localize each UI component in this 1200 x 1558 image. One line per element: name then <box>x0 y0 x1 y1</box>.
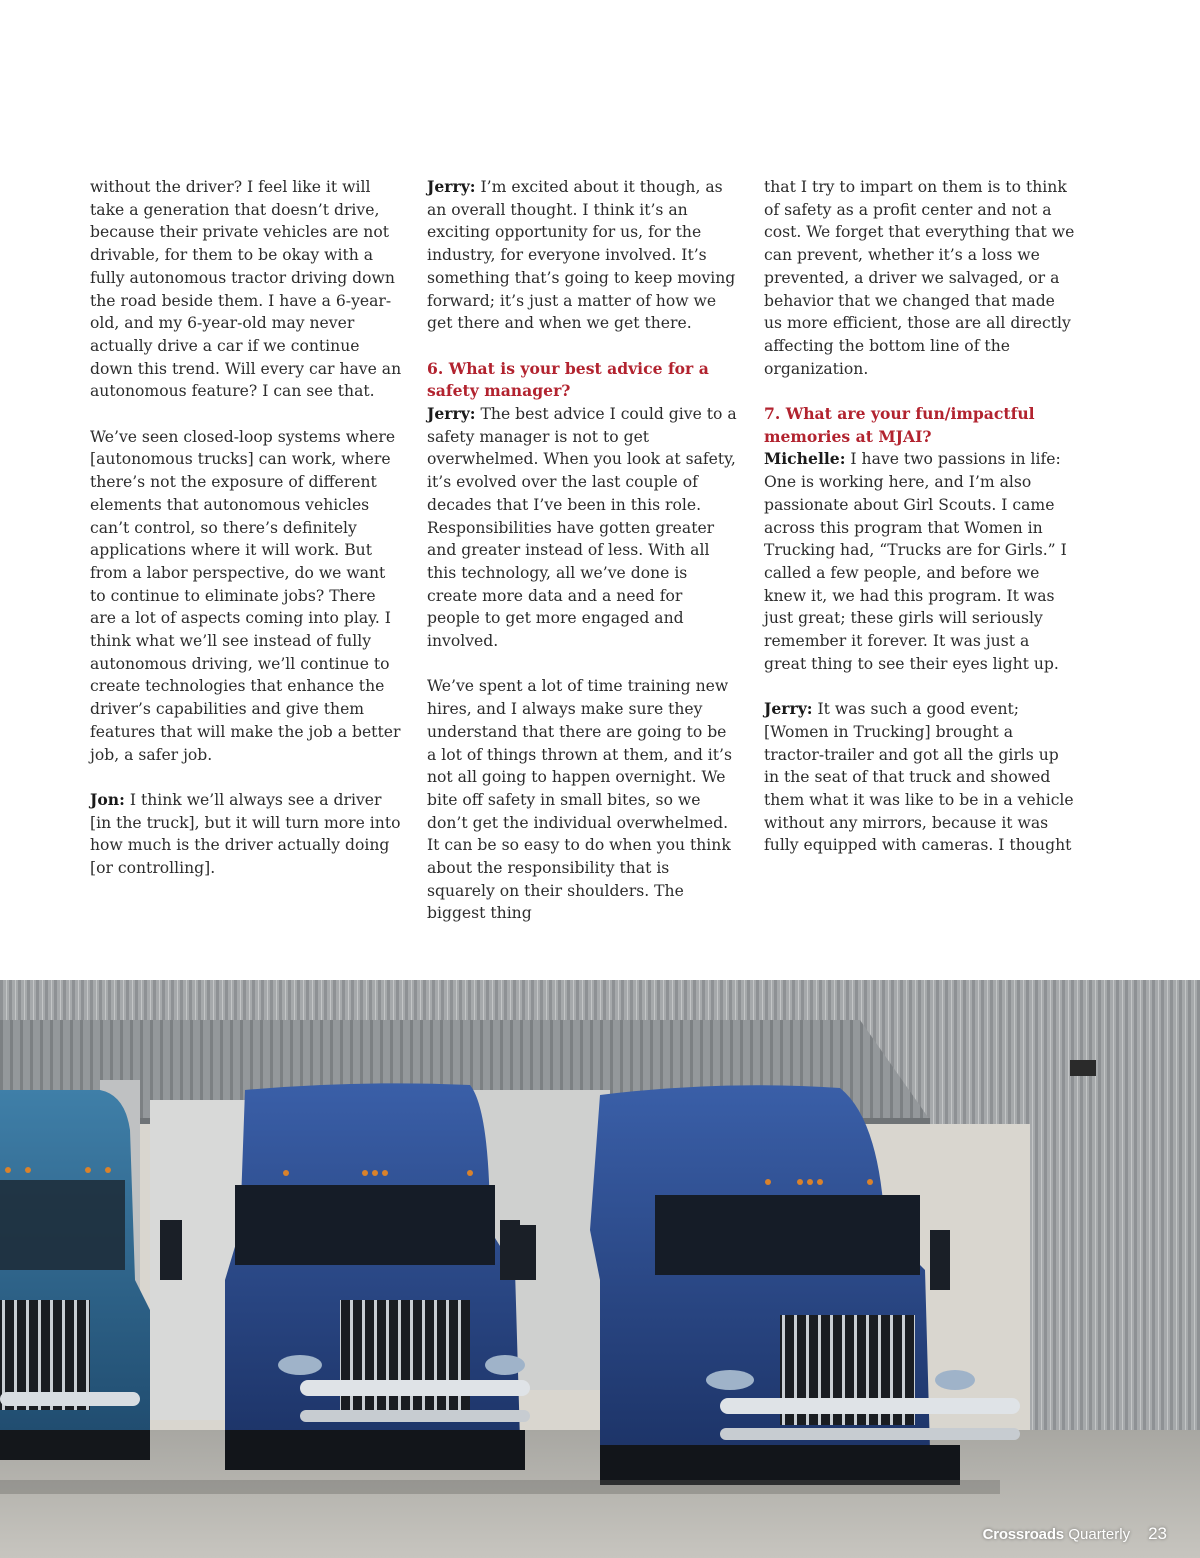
question-heading: 6. What is your best advice for a safety manager? <box>427 358 709 401</box>
body-paragraph <box>90 789 402 880</box>
body-paragraph <box>764 176 1076 380</box>
trucks-photo <box>0 980 1200 1558</box>
publication-name-light: Quarterly <box>1068 1526 1131 1543</box>
body-paragraph <box>427 176 739 335</box>
body-paragraph <box>764 448 1076 675</box>
text-column-2 <box>427 176 739 925</box>
speaker-name: Jerry: <box>764 699 813 719</box>
publication-name-bold: Crossroads <box>982 1526 1064 1543</box>
page-footer <box>983 1524 1167 1544</box>
publication-name <box>983 1526 1131 1544</box>
body-paragraph <box>90 176 402 403</box>
speaker-name: Jerry: <box>427 177 476 196</box>
paragraph-text: It was such a good event; [Women in Trucking] brought a tractor-trailer and got all the girls up in the seat of that truck and showed them what it was like to be in a vehicle without any mirrors, because it was fully equipped with cameras. I thought <box>764 700 1074 855</box>
truck-left <box>0 1090 150 1460</box>
body-paragraph <box>427 403 739 653</box>
body-paragraph <box>427 675 739 925</box>
paragraph-text: We’ve seen closed-loop systems where [autonomous trucks] can work, where there’s not the exposure of different elements that autonomous vehicles can’t control, so there’s definitely applications where it will work. But from a labor perspective, do we want to continue to eliminate jobs? There are a lot of aspects coming into play. I think what we’ll see instead of fully autonomous driving, we’ll continue to create technologies that enhance the driver’s capabilities and give them features that will make the job a better job, a safer job. <box>90 427 401 764</box>
page-number: 23 <box>1148 1524 1167 1543</box>
paragraph-text: that I try to impart on them is to think of safety as a profit center and not a cost. We forget that everything that we can prevent, whether it’s a loss we prevented, a driver we salvaged, or a behavior that we changed that made us more efficient, those are all directly affecting the bottom line of the organization. <box>764 178 1075 378</box>
paragraph-text: The best advice I could give to a safety manager is not to get overwhelmed. When you look at safety, it’s evolved over the last couple of decades that I’ve been in this role. Responsibilities have gotten greater and greater instead of less. With all this technology, all we’ve done is create more data and a need for people to get more engaged and involved. <box>427 405 737 651</box>
question-heading: 7. What are your fun/impactful memories at MJAI? <box>764 404 1035 446</box>
paragraph-text: We’ve spent a lot of time training new hires, and I always make sure they understand that there are going to be a lot of things thrown at them, and it’s not all going to happen overnight. We bite off safety in small bites, so we don’t get the individual overwhelmed. It can be so easy to do when you think about the responsibility that is squarely on their shoulders. The biggest thing <box>427 677 732 923</box>
paragraph-text: I think we’ll always see a driver [in the truck], but it will turn more into how much is the driver actually doing [or controlling]. <box>90 790 401 878</box>
paragraph-text: I’m excited about it though, as an overall thought. I think it’s an exciting opportunity for us, for the industry, for everyone involved. It’s something that’s going to keep moving forward; it’s just a matter of how we get there and when we get there. <box>427 178 736 333</box>
speaker-name: Jerry: <box>427 404 476 424</box>
body-paragraph <box>90 426 402 767</box>
speaker-name: Michelle: <box>764 449 846 469</box>
text-column-1 <box>90 176 402 880</box>
text-column-3 <box>764 176 1076 857</box>
body-paragraph <box>764 698 1076 857</box>
paragraph-text: I have two passions in life: One is working here, and I’m also passionate about Girl Scouts. I came across this program that Women in Trucking had, “Trucks are for Girls.” I called a few people, and before we knew it, we had this program. It was just great; these girls will seriously remember it forever. It was just a great thing to see their eyes light up. <box>764 450 1067 673</box>
speaker-name: Jon: <box>90 789 125 809</box>
paragraph-text: without the driver? I feel like it will take a generation that doesn’t drive, because their private vehicles are not drivable, for them to be okay with a fully autonomous tractor driving down the road beside them. I have a 6-year-old, and my 6-year-old may never actually drive a car if we continue down this trend. Will every car have an autonomous feature? I can see that. <box>90 178 402 401</box>
